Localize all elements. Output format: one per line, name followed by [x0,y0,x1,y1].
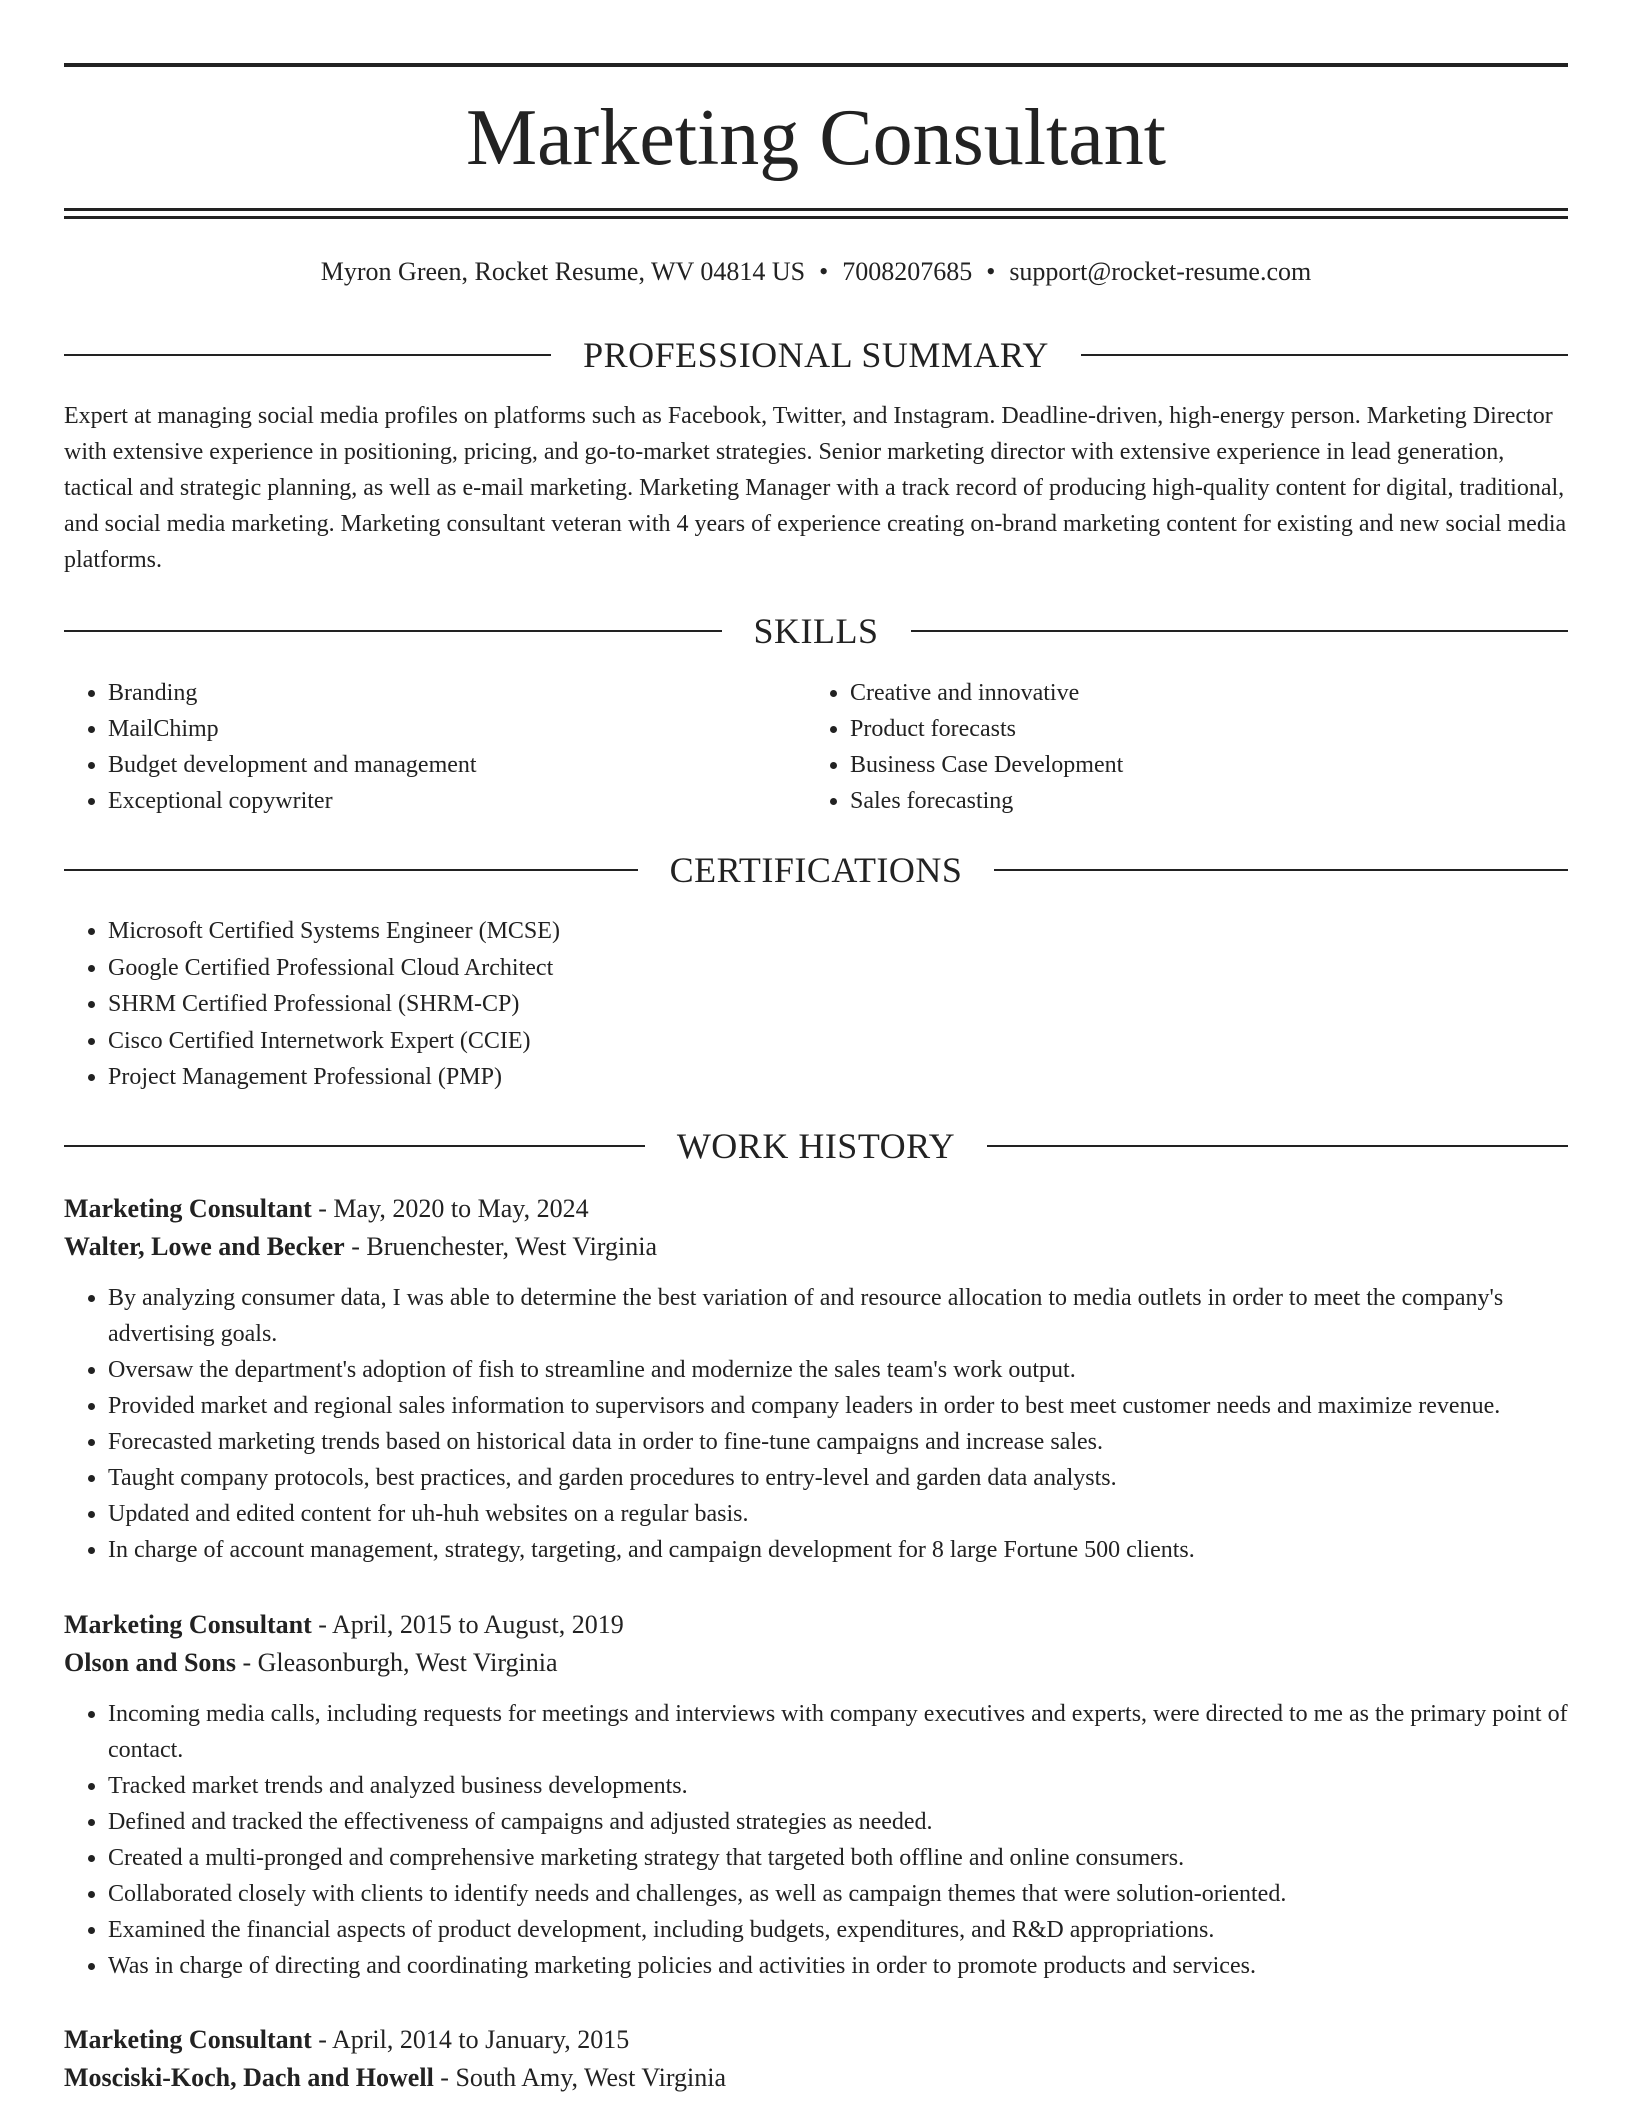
job-bullet: • In charge of account management, strategy, targeting, and campaign development for 8 large Fortune 500 clients. [108,1532,1568,1568]
certification-item: • Cisco Certified Internetwork Expert (CCIE) [108,1023,1568,1060]
job-entry [64,1190,1568,1568]
job-location: - Gleasonburgh, West Virginia [235,1648,558,1677]
job-bullet: • Forecasted marketing trends based on historical data in order to fine-tune campaigns and increase sales. [108,1424,1568,1460]
job-bullet: • By analyzing consumer data, I was able to determine the best variation of and resource allocation to media outlets in order to meet the company's advertising goals. [108,1280,1568,1352]
skill-item: • Product forecasts [850,711,1546,747]
certification-item: • Project Management Professional (PMP) [108,1059,1568,1096]
job-company-line [64,2059,1568,2097]
job-company: Mosciski-Koch, Dach and Howell [64,2063,434,2092]
job-bullet: • Incoming media calls, including requests for meetings and interviews with company executives and experts, were directed to me as the primary point of contact. [108,1696,1568,1768]
job-bullet: • Was in charge of directing and coordinating marketing policies and activities in order to promote products and services. [108,1948,1568,1984]
contact-address: Myron Green, Rocket Resume, WV 04814 US [320,257,806,286]
job-title-line [64,1190,1568,1228]
heading-rule [1081,354,1568,356]
section-skills-label: SKILLS [753,611,879,651]
heading-rule [64,354,551,356]
heading-rule [911,630,1569,632]
skill-item: • Business Case Development [850,747,1546,783]
job-bullet: • Created a multi-pronged and comprehensive marketing strategy that targeted both offline and online consumers. [108,1840,1568,1876]
section-skills-heading [64,606,1568,656]
contact-email: support@rocket-resume.com [1009,257,1312,286]
job-bullet: • Provided market and regional sales information to supervisors and company leaders in order to best meet customer needs and maximize revenue. [108,1388,1568,1424]
contact-line [64,252,1568,292]
contact-separator: • [819,257,829,286]
job-bullet: • Examined the financial aspects of product development, including budgets, expenditures, and R&D appropriations. [108,1912,1568,1948]
title-rule-lower [64,216,1568,219]
skills-left-column [64,675,804,819]
job-dates: - April, 2014 to January, 2015 [311,2025,630,2054]
skills-list-left [64,675,804,819]
skill-item: • Exceptional copywriter [108,783,804,819]
section-certifications-label: CERTIFICATIONS [669,850,963,890]
job-bullet: • Oversaw the department's adoption of fish to streamline and modernize the sales team's work output. [108,1352,1568,1388]
skill-item: • Sales forecasting [850,783,1546,819]
heading-rule [64,630,722,632]
certification-item: • Microsoft Certified Systems Engineer (MCSE) [108,913,1568,950]
job-bullet: • Defined and tracked the effectiveness of campaigns and adjusted strategies as needed. [108,1804,1568,1840]
job-entry [64,1606,1568,1984]
job-title: Marketing Consultant [64,1194,312,1223]
job-title-line [64,2021,1568,2059]
heading-rule [987,1145,1568,1147]
job-location: - Bruenchester, West Virginia [344,1232,657,1261]
job-bullets [64,1696,1568,1984]
section-work-history-label: WORK HISTORY [676,1126,956,1166]
skill-item: • Creative and innovative [850,675,1546,711]
skills-right-column [806,675,1546,819]
job-dates: - May, 2020 to May, 2024 [311,1194,589,1223]
job-title-line [64,1606,1568,1644]
job-entry [64,2021,1568,2097]
summary-text: Expert at managing social media profiles on platforms such as Facebook, Twitter, and Instagram. Deadline-driven, high-energy person. Marketing Director with extensive experience in positioning, pricing, and go-to-market strategies. Senior marketing director with extensive experience in lead generation, tactical and strategic planning, as well as e-mail marketing. Marketing Manager with a track record of producing high-quality content for digital, traditional, and social media marketing. Marketing consultant veteran with 4 years of experience creating on-brand marketing content for existing and new social media platforms. [64,403,1567,573]
contact-phone: 7008207685 [842,257,973,286]
contact-separator: • [986,257,996,286]
section-summary-label: PROFESSIONAL SUMMARY [583,335,1049,375]
page-title: Marketing Consultant [466,94,1166,182]
job-bullet: • Collaborated closely with clients to identify needs and challenges, as well as campaign themes that were solution-oriented. [108,1876,1568,1912]
job-bullets [64,1280,1568,1568]
job-company: Walter, Lowe and Becker [64,1232,345,1261]
skill-item: • Budget development and management [108,747,804,783]
certification-item: • SHRM Certified Professional (SHRM-CP) [108,986,1568,1023]
certifications-list [64,913,1568,1096]
heading-rule [64,869,638,871]
job-bullet: • Updated and edited content for uh-huh websites on a regular basis. [108,1496,1568,1532]
heading-rule [994,869,1568,871]
section-certifications-heading [64,845,1568,895]
job-dates: - April, 2015 to August, 2019 [311,1610,624,1639]
certifications-block [64,913,1568,1096]
job-title: Marketing Consultant [64,1610,312,1639]
title-rule-upper [64,208,1568,211]
job-bullet: • Tracked market trends and analyzed business developments. [108,1768,1568,1804]
job-bullet: • Taught company protocols, best practices, and garden procedures to entry-level and garden data analysts. [108,1460,1568,1496]
skills-list-right [806,675,1546,819]
section-summary-heading [64,330,1568,380]
skill-item: • MailChimp [108,711,804,747]
job-company-line [64,1228,1568,1266]
section-work-history-heading [64,1121,1568,1171]
job-company: Olson and Sons [64,1648,236,1677]
certification-item: • Google Certified Professional Cloud Architect [108,950,1568,987]
heading-rule [64,1145,645,1147]
top-rule [64,63,1568,67]
skill-item: • Branding [108,675,804,711]
job-company-line [64,1644,1568,1682]
job-location: - South Amy, West Virginia [433,2063,727,2092]
job-title: Marketing Consultant [64,2025,312,2054]
